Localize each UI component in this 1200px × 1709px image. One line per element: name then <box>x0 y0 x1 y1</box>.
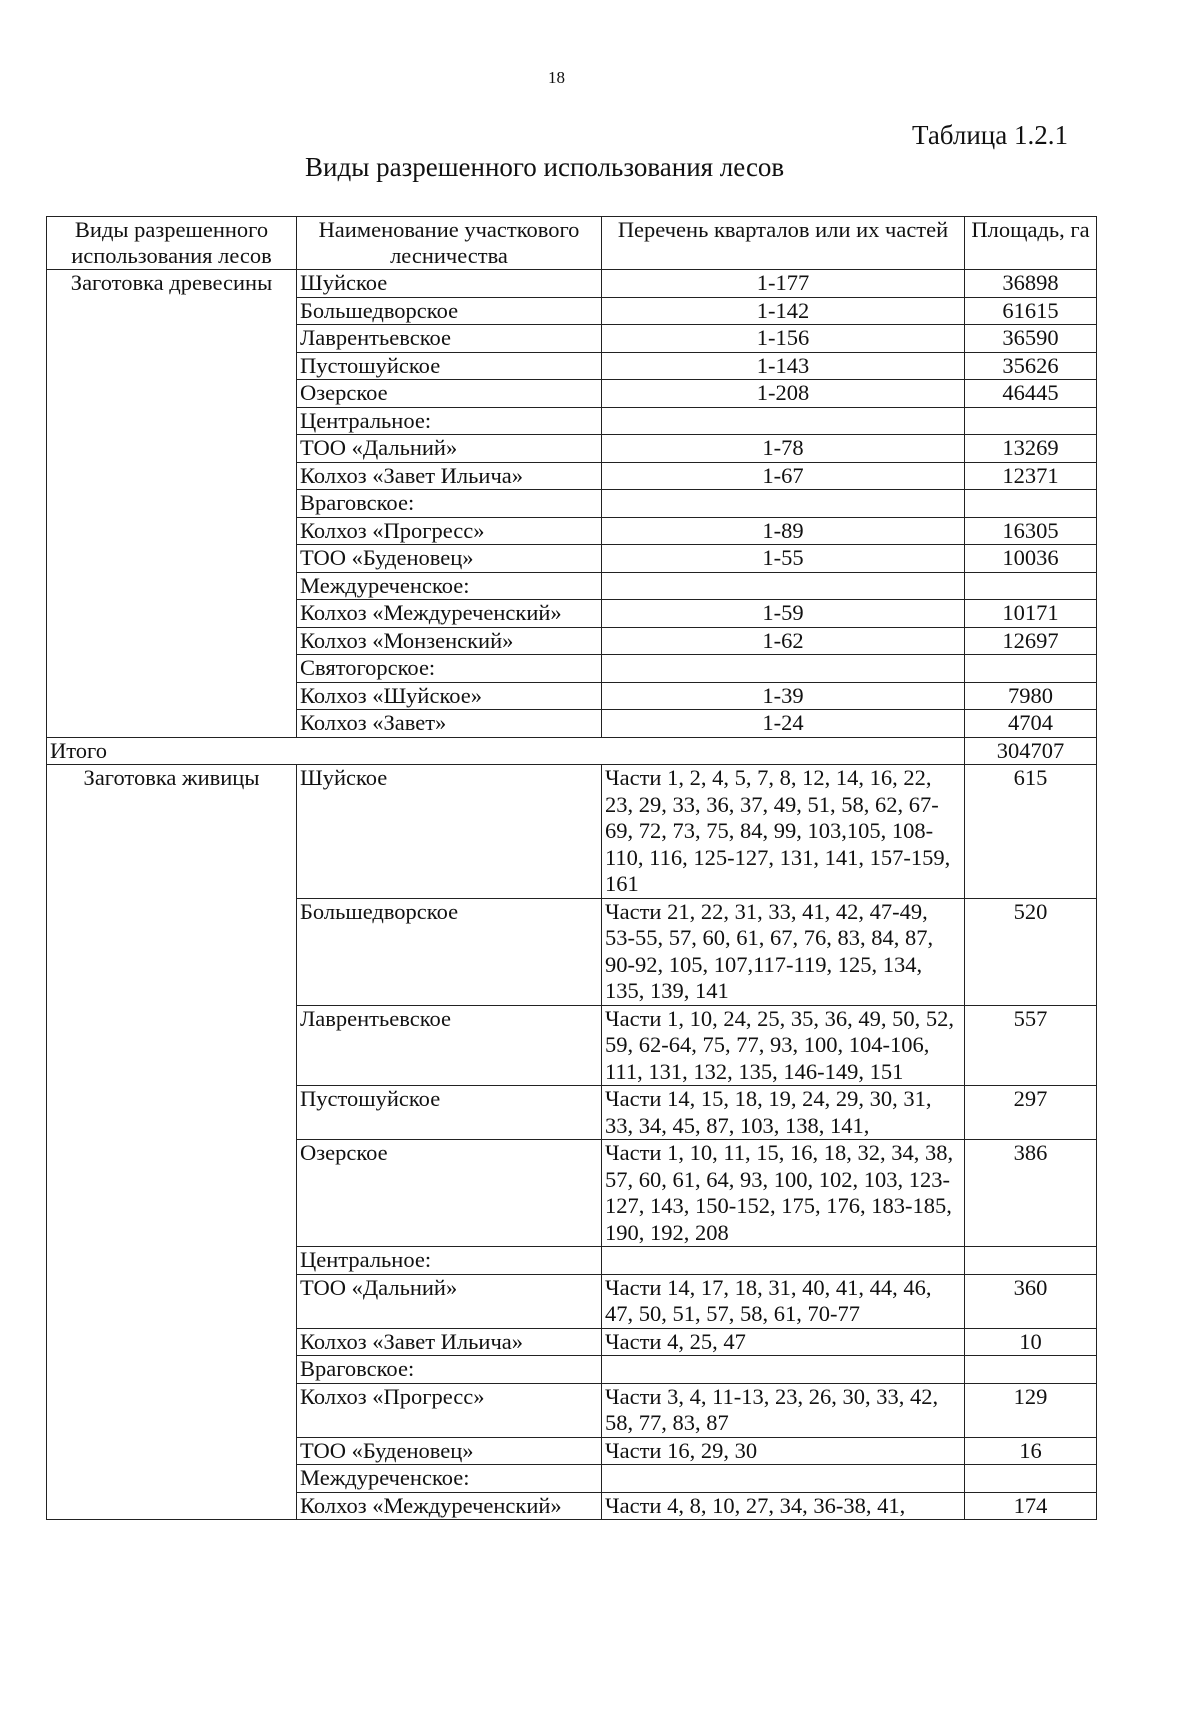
area-value <box>965 572 1097 600</box>
forestry-name: Озерское <box>297 1140 602 1247</box>
resin-row <box>47 1247 1097 1275</box>
page-number: 18 <box>548 68 565 87</box>
timber-row <box>47 600 1097 628</box>
quarters-list: Части 16, 29, 30 <box>602 1437 965 1465</box>
quarters-list: Части 4, 8, 10, 27, 34, 36-38, 41, <box>602 1492 965 1520</box>
forestry-name: Междуреченское: <box>297 572 602 600</box>
timber-row <box>47 270 1097 298</box>
forestry-name: Колхоз «Прогресс» <box>297 1383 602 1437</box>
timber-row <box>47 545 1097 573</box>
area-value: 520 <box>965 898 1097 1005</box>
quarters-list: 1-89 <box>602 517 965 545</box>
resin-type-cell <box>47 1465 297 1493</box>
forestry-name: Святогорское: <box>297 655 602 683</box>
forestry-name: Колхоз «Завет» <box>297 710 602 738</box>
resin-row <box>47 898 1097 1005</box>
area-value: 557 <box>965 1005 1097 1086</box>
timber-type-cell <box>47 600 297 628</box>
resin-row <box>47 1086 1097 1140</box>
quarters-list: 1-24 <box>602 710 965 738</box>
forestry-name: Междуреченское: <box>297 1465 602 1493</box>
forestry-name: Колхоз «Междуреченский» <box>297 1492 602 1520</box>
timber-type-cell <box>47 407 297 435</box>
area-value: 10036 <box>965 545 1097 573</box>
forestry-name: Пустошуйское <box>297 352 602 380</box>
header-type: Виды разрешенного использования лесов <box>47 217 297 270</box>
area-value: 36590 <box>965 325 1097 353</box>
quarters-list: 1-67 <box>602 462 965 490</box>
quarters-list: Части 14, 17, 18, 31, 40, 41, 44, 46, 47, 50, 51, 57, 58, 61, 70-77 <box>602 1274 965 1328</box>
forestry-name: Лаврентьевское <box>297 325 602 353</box>
area-value: 10 <box>965 1328 1097 1356</box>
forestry-name: Озерское <box>297 380 602 408</box>
forestry-name: Центральное: <box>297 1247 602 1275</box>
area-value: 360 <box>965 1274 1097 1328</box>
resin-row <box>47 1437 1097 1465</box>
timber-row <box>47 462 1097 490</box>
resin-row <box>47 1005 1097 1086</box>
area-value: 7980 <box>965 682 1097 710</box>
resin-row <box>47 1383 1097 1437</box>
resin-type-label: Заготовка живицы <box>47 765 297 899</box>
timber-type-cell <box>47 380 297 408</box>
timber-type-label: Заготовка древесины <box>47 270 297 298</box>
area-value: 386 <box>965 1140 1097 1247</box>
quarters-list: Части 14, 15, 18, 19, 24, 29, 30, 31, 33, 34, 45, 87, 103, 138, 141, <box>602 1086 965 1140</box>
resin-type-cell <box>47 1140 297 1247</box>
area-value: 46445 <box>965 380 1097 408</box>
forestry-name: Колхоз «Междуреченский» <box>297 600 602 628</box>
total-row <box>47 737 1097 765</box>
forestry-name: Пустошуйское <box>297 1086 602 1140</box>
quarters-list <box>602 655 965 683</box>
timber-row <box>47 407 1097 435</box>
header-area: Площадь, га <box>965 217 1097 270</box>
forestry-name: Враговское: <box>297 490 602 518</box>
timber-type-cell <box>47 517 297 545</box>
forestry-name: ТОО «Буденовец» <box>297 1437 602 1465</box>
resin-type-cell <box>47 1328 297 1356</box>
area-value: 13269 <box>965 435 1097 463</box>
timber-row <box>47 380 1097 408</box>
timber-row <box>47 710 1097 738</box>
quarters-list <box>602 490 965 518</box>
area-value: 615 <box>965 765 1097 899</box>
forestry-name: Колхоз «Завет Ильича» <box>297 1328 602 1356</box>
area-value <box>965 1247 1097 1275</box>
quarters-list <box>602 1247 965 1275</box>
area-value: 36898 <box>965 270 1097 298</box>
timber-type-cell <box>47 627 297 655</box>
header-quarters: Перечень кварталов или их частей <box>602 217 965 270</box>
quarters-list: 1-55 <box>602 545 965 573</box>
quarters-list: Части 3, 4, 11-13, 23, 26, 30, 33, 42, 58, 77, 83, 87 <box>602 1383 965 1437</box>
area-value: 4704 <box>965 710 1097 738</box>
total-label: Итого <box>47 737 965 765</box>
resin-row <box>47 765 1097 899</box>
quarters-list <box>602 407 965 435</box>
timber-type-cell <box>47 710 297 738</box>
resin-type-cell <box>47 1274 297 1328</box>
resin-row <box>47 1328 1097 1356</box>
forestry-name: Колхоз «Завет Ильича» <box>297 462 602 490</box>
quarters-list: 1-208 <box>602 380 965 408</box>
quarters-list: Части 1, 10, 24, 25, 35, 36, 49, 50, 52, 59, 62-64, 75, 77, 93, 100, 104-106, 111, 131, 132, 135, 146-149, 151 <box>602 1005 965 1086</box>
timber-row <box>47 655 1097 683</box>
timber-type-cell <box>47 435 297 463</box>
resin-type-cell <box>47 1437 297 1465</box>
quarters-list: 1-78 <box>602 435 965 463</box>
area-value <box>965 1465 1097 1493</box>
area-value <box>965 490 1097 518</box>
forestry-name: Колхоз «Монзенский» <box>297 627 602 655</box>
resin-type-cell <box>47 1086 297 1140</box>
area-value: 16305 <box>965 517 1097 545</box>
quarters-list: Части 1, 2, 4, 5, 7, 8, 12, 14, 16, 22, 23, 29, 33, 36, 37, 49, 51, 58, 62, 67-69, 72, 73, 75, 84, 99, 103,105, 108-110, 116, 125-127, 131, 141, 157-159, 161 <box>602 765 965 899</box>
area-value <box>965 655 1097 683</box>
resin-row <box>47 1140 1097 1247</box>
timber-type-cell <box>47 572 297 600</box>
timber-type-cell <box>47 462 297 490</box>
resin-type-cell <box>47 898 297 1005</box>
area-value <box>965 407 1097 435</box>
quarters-list: 1-156 <box>602 325 965 353</box>
timber-type-cell <box>47 545 297 573</box>
area-value: 61615 <box>965 297 1097 325</box>
forestry-name: ТОО «Буденовец» <box>297 545 602 573</box>
timber-type-cell <box>47 490 297 518</box>
area-value: 35626 <box>965 352 1097 380</box>
forestry-name: Большедворское <box>297 297 602 325</box>
quarters-list: 1-143 <box>602 352 965 380</box>
timber-row <box>47 517 1097 545</box>
quarters-list: 1-177 <box>602 270 965 298</box>
quarters-list: 1-62 <box>602 627 965 655</box>
timber-type-cell <box>47 352 297 380</box>
timber-row <box>47 572 1097 600</box>
resin-type-cell <box>47 1005 297 1086</box>
forestry-name: ТОО «Дальний» <box>297 435 602 463</box>
forestry-name: ТОО «Дальний» <box>297 1274 602 1328</box>
forestry-name: Враговское: <box>297 1356 602 1384</box>
resin-row <box>47 1356 1097 1384</box>
timber-row <box>47 627 1097 655</box>
forest-use-table <box>46 216 1097 1520</box>
area-value: 174 <box>965 1492 1097 1520</box>
quarters-list: 1-39 <box>602 682 965 710</box>
area-value: 129 <box>965 1383 1097 1437</box>
resin-type-cell <box>47 1356 297 1384</box>
timber-row <box>47 297 1097 325</box>
quarters-list <box>602 1356 965 1384</box>
forestry-name: Колхоз «Прогресс» <box>297 517 602 545</box>
timber-type-cell <box>47 655 297 683</box>
quarters-list: Части 21, 22, 31, 33, 41, 42, 47-49, 53-55, 57, 60, 61, 67, 76, 83, 84, 87, 90-92, 105, 107,117-119, 125, 134, 135, 139, 141 <box>602 898 965 1005</box>
forestry-name: Лаврентьевское <box>297 1005 602 1086</box>
area-value: 12697 <box>965 627 1097 655</box>
area-value: 10171 <box>965 600 1097 628</box>
forestry-name: Шуйское <box>297 765 602 899</box>
quarters-list <box>602 572 965 600</box>
resin-type-cell <box>47 1247 297 1275</box>
timber-type-cell <box>47 325 297 353</box>
timber-type-cell <box>47 682 297 710</box>
area-value: 297 <box>965 1086 1097 1140</box>
area-value <box>965 1356 1097 1384</box>
resin-row <box>47 1274 1097 1328</box>
resin-row <box>47 1465 1097 1493</box>
area-value: 16 <box>965 1437 1097 1465</box>
resin-row <box>47 1492 1097 1520</box>
timber-row <box>47 490 1097 518</box>
quarters-list: 1-59 <box>602 600 965 628</box>
header-name: Наименование участкового лесничества <box>297 217 602 270</box>
forestry-name: Большедворское <box>297 898 602 1005</box>
resin-type-cell <box>47 1492 297 1520</box>
quarters-list: 1-142 <box>602 297 965 325</box>
table-id: Таблица 1.2.1 <box>912 120 1068 150</box>
resin-type-cell <box>47 1383 297 1437</box>
timber-row <box>47 352 1097 380</box>
forestry-name: Шуйское <box>297 270 602 298</box>
timber-row <box>47 435 1097 463</box>
total-area: 304707 <box>965 737 1097 765</box>
quarters-list: Части 4, 25, 47 <box>602 1328 965 1356</box>
timber-row <box>47 325 1097 353</box>
timber-type-cell <box>47 297 297 325</box>
timber-row <box>47 682 1097 710</box>
forestry-name: Центральное: <box>297 407 602 435</box>
table-title: Виды разрешенного использования лесов <box>305 152 785 182</box>
area-value: 12371 <box>965 462 1097 490</box>
quarters-list <box>602 1465 965 1493</box>
quarters-list: Части 1, 10, 11, 15, 16, 18, 32, 34, 38, 57, 60, 61, 64, 93, 100, 102, 103, 123-127, 143, 150-152, 175, 176, 183-185, 190, 192, 208 <box>602 1140 965 1247</box>
header-row <box>47 217 1097 270</box>
forestry-name: Колхоз «Шуйское» <box>297 682 602 710</box>
